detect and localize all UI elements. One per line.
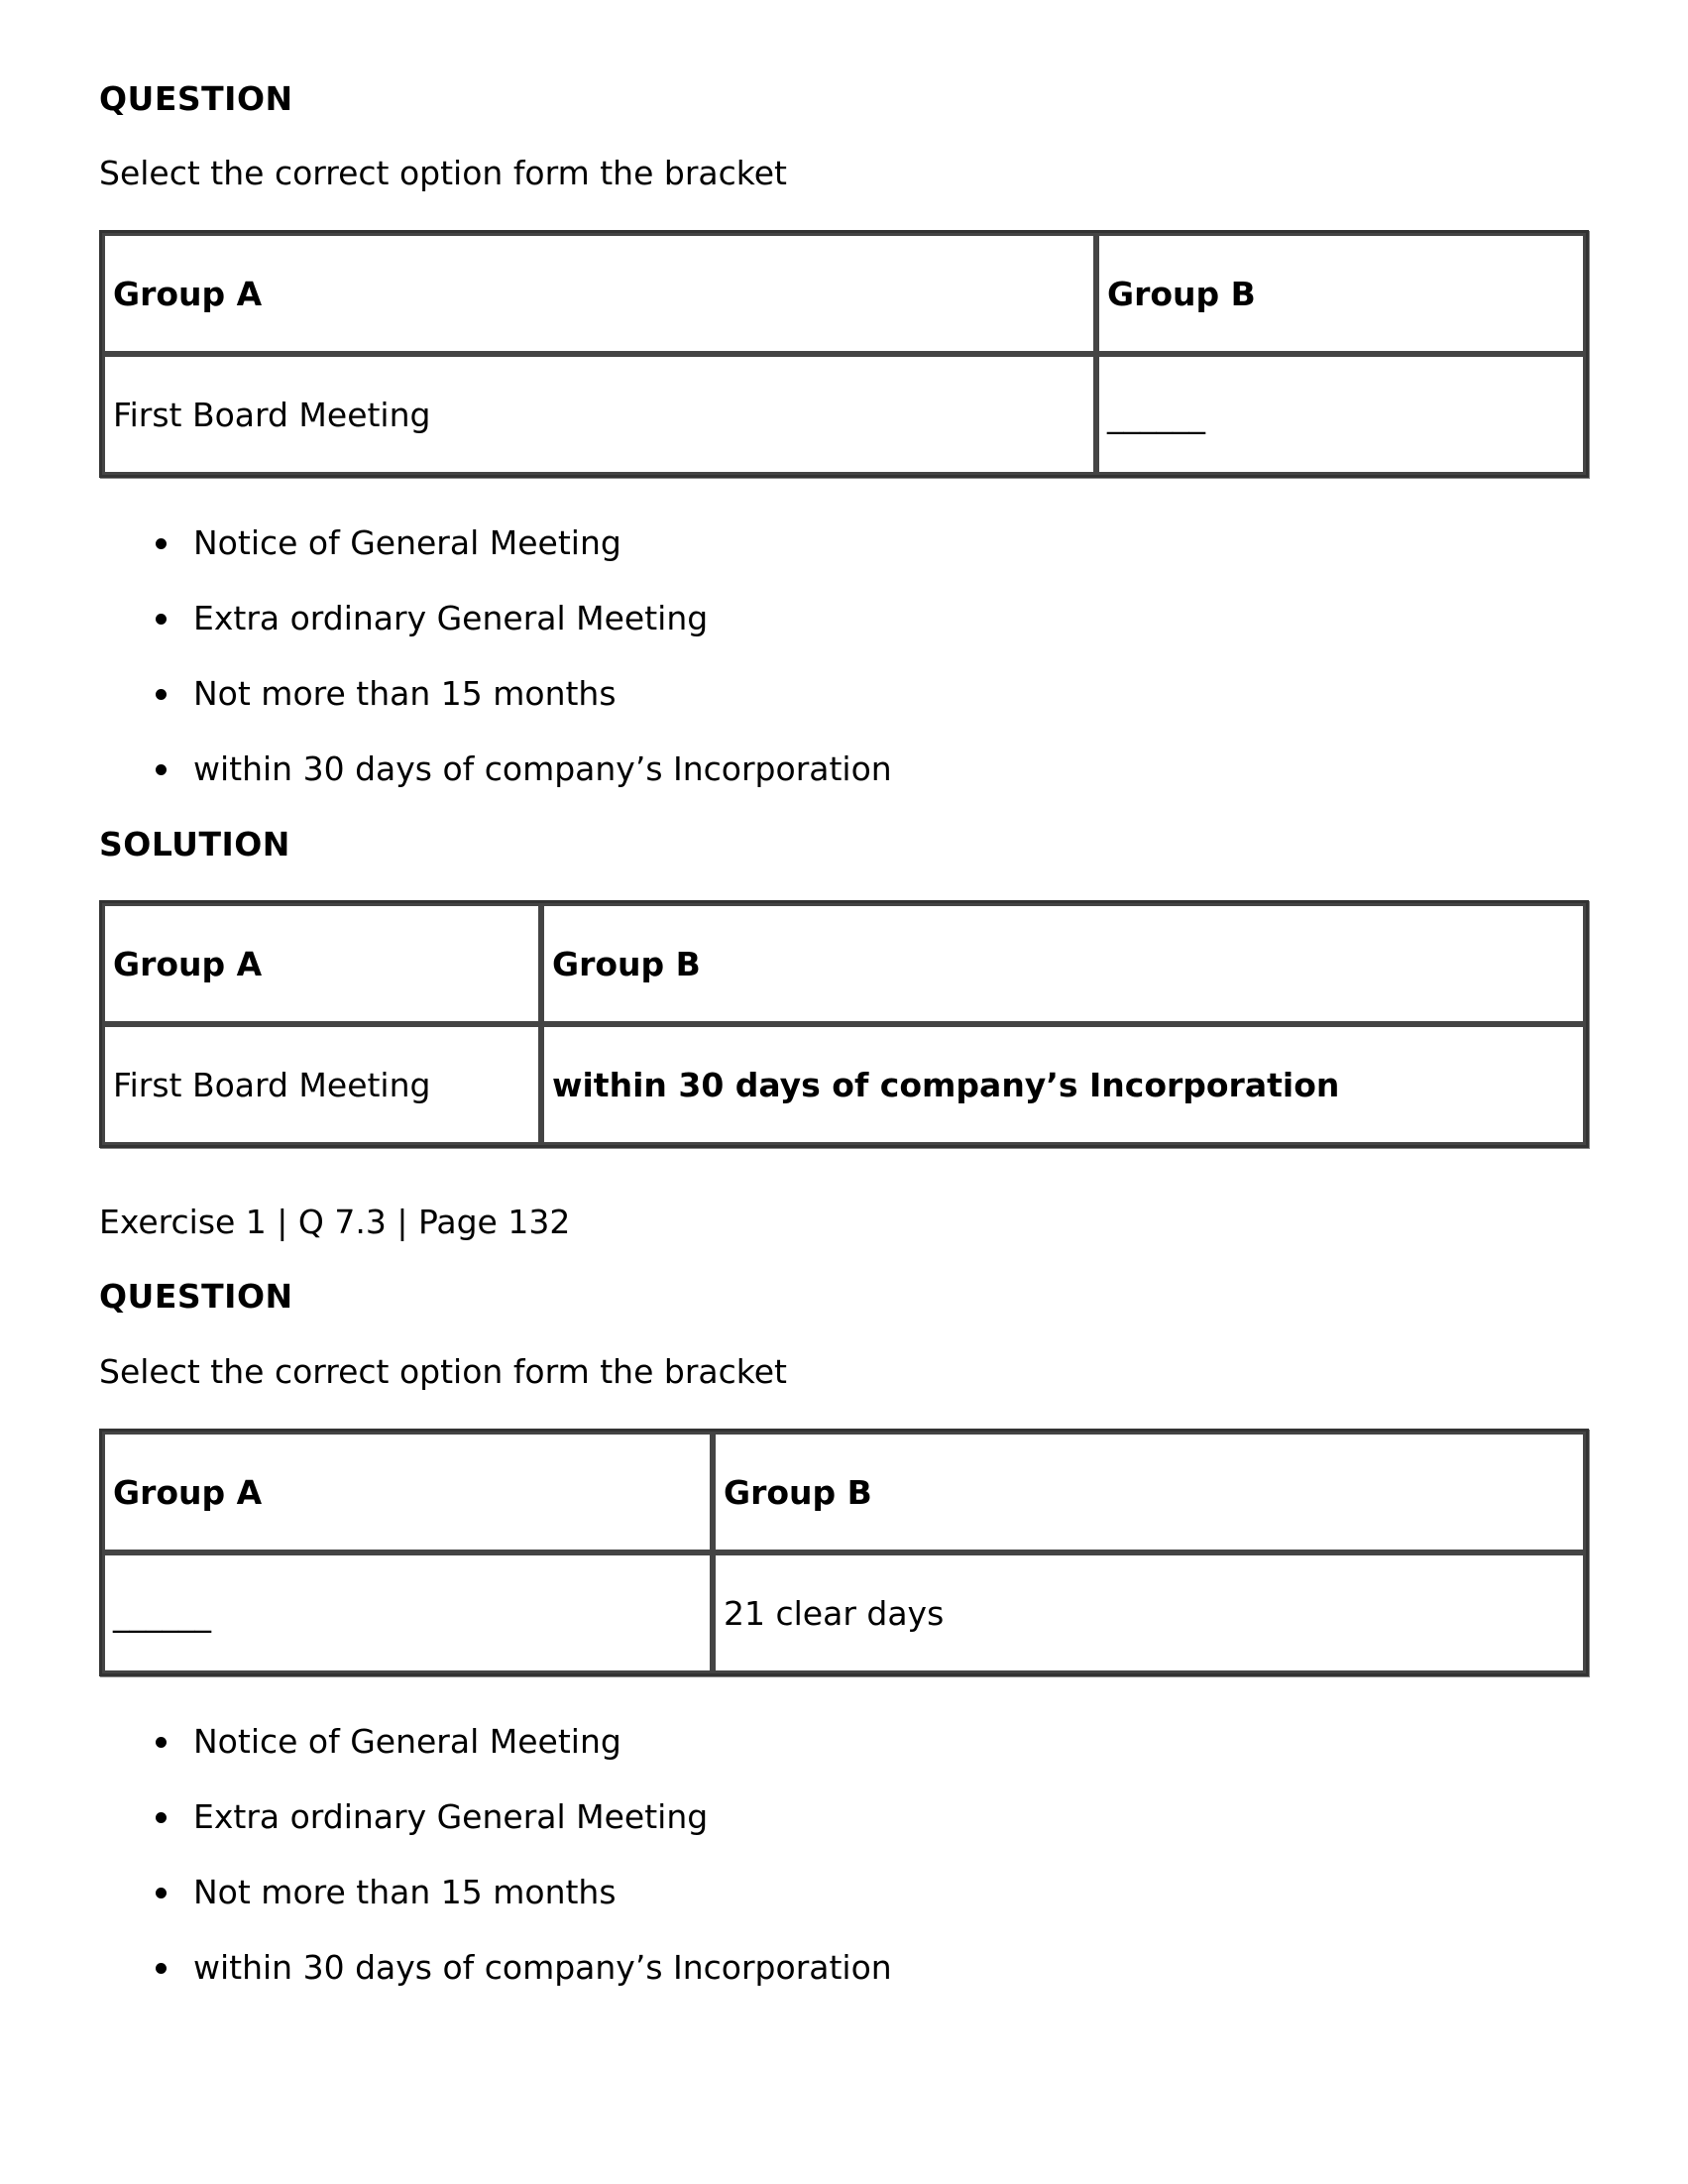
table-header-row — [102, 903, 1586, 1024]
header-group-b: Group B — [713, 1432, 1586, 1552]
option-label: within 30 days of company’s Incorporation — [193, 1948, 892, 1987]
bullet-icon — [156, 689, 167, 700]
question-match-table — [99, 1429, 1589, 1676]
cell-group-b: 21 clear days — [713, 1552, 1586, 1673]
cell-group-b-blank: ______ — [1096, 354, 1586, 475]
bullet-icon — [156, 764, 167, 775]
header-group-b: Group B — [541, 903, 1586, 1024]
option-item — [99, 747, 1589, 823]
option-label: Extra ordinary General Meeting — [193, 599, 709, 637]
table-row — [102, 354, 1586, 475]
option-item — [99, 1871, 1589, 1946]
bullet-icon — [156, 538, 167, 549]
question-heading: QUESTION — [99, 79, 293, 118]
bullet-icon — [156, 1888, 167, 1898]
table-row — [102, 1024, 1586, 1145]
solution-match-table — [99, 900, 1589, 1148]
header-group-a: Group A — [102, 233, 1096, 354]
option-label: Extra ordinary General Meeting — [193, 1797, 709, 1836]
option-item — [99, 672, 1589, 747]
bullet-icon — [156, 1812, 167, 1823]
option-label: Notice of General Meeting — [193, 1722, 621, 1761]
question-instruction: Select the correct option form the bracket — [99, 154, 787, 192]
question-heading: QUESTION — [99, 1277, 293, 1316]
cell-group-a: First Board Meeting — [102, 1024, 541, 1145]
option-label: Not more than 15 months — [193, 674, 617, 713]
table-header-row — [102, 1432, 1586, 1552]
table-header-row — [102, 233, 1586, 354]
question-match-table — [99, 230, 1589, 478]
option-item — [99, 597, 1589, 672]
bullet-icon — [156, 614, 167, 625]
cell-group-a-blank: ______ — [102, 1552, 713, 1673]
option-item — [99, 521, 1589, 597]
table-row — [102, 1552, 1586, 1673]
header-group-a: Group A — [102, 1432, 713, 1552]
header-group-a: Group A — [102, 903, 541, 1024]
option-label: Not more than 15 months — [193, 1873, 617, 1911]
options-list — [99, 521, 1589, 823]
question-instruction: Select the correct option form the bracket — [99, 1352, 787, 1391]
option-item — [99, 1946, 1589, 2021]
option-label: within 30 days of company’s Incorporation — [193, 749, 892, 788]
options-list — [99, 1720, 1589, 2021]
cell-group-a: First Board Meeting — [102, 354, 1096, 475]
cell-group-b-answer: within 30 days of company’s Incorporation — [541, 1024, 1586, 1145]
solution-heading: SOLUTION — [99, 825, 290, 863]
header-group-b: Group B — [1096, 233, 1586, 354]
option-item — [99, 1720, 1589, 1795]
option-item — [99, 1795, 1589, 1871]
option-label: Notice of General Meeting — [193, 523, 621, 562]
bullet-icon — [156, 1963, 167, 1974]
bullet-icon — [156, 1737, 167, 1748]
exercise-reference: Exercise 1 | Q 7.3 | Page 132 — [99, 1203, 571, 1241]
